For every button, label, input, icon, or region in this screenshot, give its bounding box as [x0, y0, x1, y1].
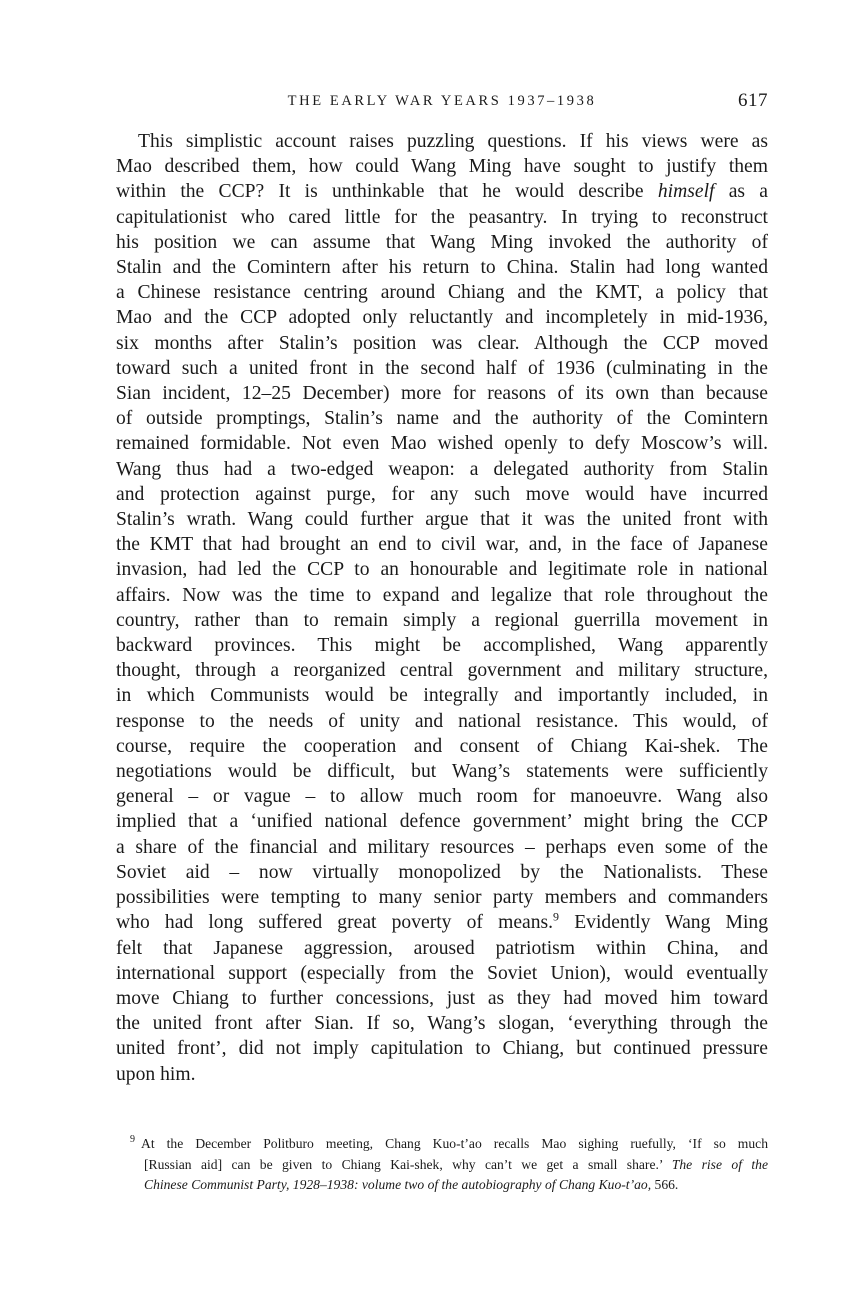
- text-line: move Chiang to further concessions, just as they had moved him toward: [116, 987, 768, 1009]
- text-line: Soviet aid – now virtually monopolized by the Nationalists. These: [116, 861, 768, 883]
- text-line: upon him.: [116, 1063, 196, 1085]
- text-line: who had long suffered great poverty of means.$^9$ Evidently Wang Ming: [116, 910, 768, 934]
- text-line: international support (especially from the Soviet Union), would eventually: [116, 962, 768, 984]
- text-line: Mao described them, how could Wang Ming have sought to justify them: [116, 156, 768, 178]
- text-line: Sian incident, 12–25 December) more for reasons of its own than because: [116, 383, 768, 405]
- footnote-line: [Russian aid] can be given to Chiang Kai-shek, why can’t we get a small share.’ The rise of the: [144, 1156, 768, 1172]
- text-line: backward provinces. This might be accomplished, Wang apparently: [116, 635, 768, 657]
- footnote-line: Chinese Communist Party, 1928–1938: volume two of the autobiography of Chang Kuo-t’ao, 566.: [144, 1177, 679, 1192]
- footnote: [116, 1134, 768, 1196]
- text-line: country, rather than to remain simply a regional guerrilla movement in: [116, 609, 768, 631]
- text-line: response to the needs of unity and national resistance. This would, of: [116, 710, 768, 732]
- text-line: felt that Japanese aggression, aroused patriotism within China, and: [116, 937, 768, 959]
- text-line: Stalin and the Comintern after his return to China. Stalin had long wanted: [116, 257, 768, 279]
- text-line: capitulationist who cared little for the peasantry. In trying to reconstruct: [116, 206, 768, 228]
- text-line: Stalin’s wrath. Wang could further argue that it was the united front with: [116, 509, 768, 531]
- text-line: general – or vague – to allow much room for manoeuvre. Wang also: [116, 786, 768, 808]
- footnote-line: $^9$ At the December Politburo meeting, Chang Kuo-t’ao recalls Mao sighing ruefully, ‘If so much: [130, 1134, 768, 1151]
- book-title: Chinese Communist Party, 1928–1938: volume two of the autobiography of Chang Kuo-t’ao,: [144, 1177, 652, 1192]
- text-line: in which Communists would be integrally and importantly included, in: [116, 685, 768, 707]
- text-line: his position we can assume that Wang Ming invoked the authority of: [116, 231, 768, 253]
- text-line: within the CCP? It is unthinkable that he would describe himself as a: [116, 181, 768, 203]
- text-line: united front’, did not imply capitulation to Chiang, but continued pressure: [116, 1038, 768, 1060]
- running-head: THE EARLY WAR YEARS 1937–1938: [287, 93, 597, 109]
- text-line: of outside promptings, Stalin’s name and the authority of the Comintern: [116, 408, 768, 430]
- text-line: a share of the financial and military resources – perhaps even some of the: [116, 836, 768, 858]
- text-line: Mao and the CCP adopted only reluctantly and incompletely in mid-1936,: [116, 307, 768, 329]
- book-title: The rise of the: [671, 1156, 768, 1172]
- text-line: possibilities were tempting to many senior party members and commanders: [116, 887, 768, 909]
- text-line: the KMT that had brought an end to civil war, and, in the face of Japanese: [116, 534, 768, 556]
- emphasis: himself: [657, 181, 715, 203]
- page-number: 617: [738, 90, 768, 111]
- page-header: [116, 90, 768, 116]
- text-line: thought, through a reorganized central government and military structure,: [116, 660, 768, 682]
- text-line: remained formidable. Not even Mao wished openly to defy Moscow’s will.: [116, 433, 768, 455]
- text-line: Wang thus had a two-edged weapon: a delegated authority from Stalin: [116, 458, 768, 480]
- text-line: the united front after Sian. If so, Wang’s slogan, ‘everything through the: [116, 1013, 768, 1035]
- text-line: course, require the cooperation and consent of Chiang Kai-shek. The: [116, 735, 768, 757]
- text-line: negotiations would be difficult, but Wang’s statements were sufficiently: [116, 761, 768, 783]
- body-text: [116, 129, 768, 1087]
- footnote-mark: 9: [130, 1134, 135, 1146]
- text-line: and protection against purge, for any such move would have incurred: [116, 483, 768, 505]
- text-line: This simplistic account raises puzzling questions. If his views were as: [138, 131, 768, 152]
- text-line: toward such a united front in the second half of 1936 (culminating in the: [116, 357, 768, 379]
- text-line: a Chinese resistance centring around Chiang and the KMT, a policy that: [116, 282, 768, 304]
- text-line: six months after Stalin’s position was clear. Although the CCP moved: [116, 332, 768, 354]
- text-line: affairs. Now was the time to expand and legalize that role throughout the: [116, 584, 768, 606]
- footnote-reference: 9: [553, 910, 560, 924]
- text-line: implied that a ‘unified national defence government’ might bring the CCP: [116, 811, 768, 833]
- text-line: invasion, had led the CCP to an honourable and legitimate role in national: [116, 559, 768, 581]
